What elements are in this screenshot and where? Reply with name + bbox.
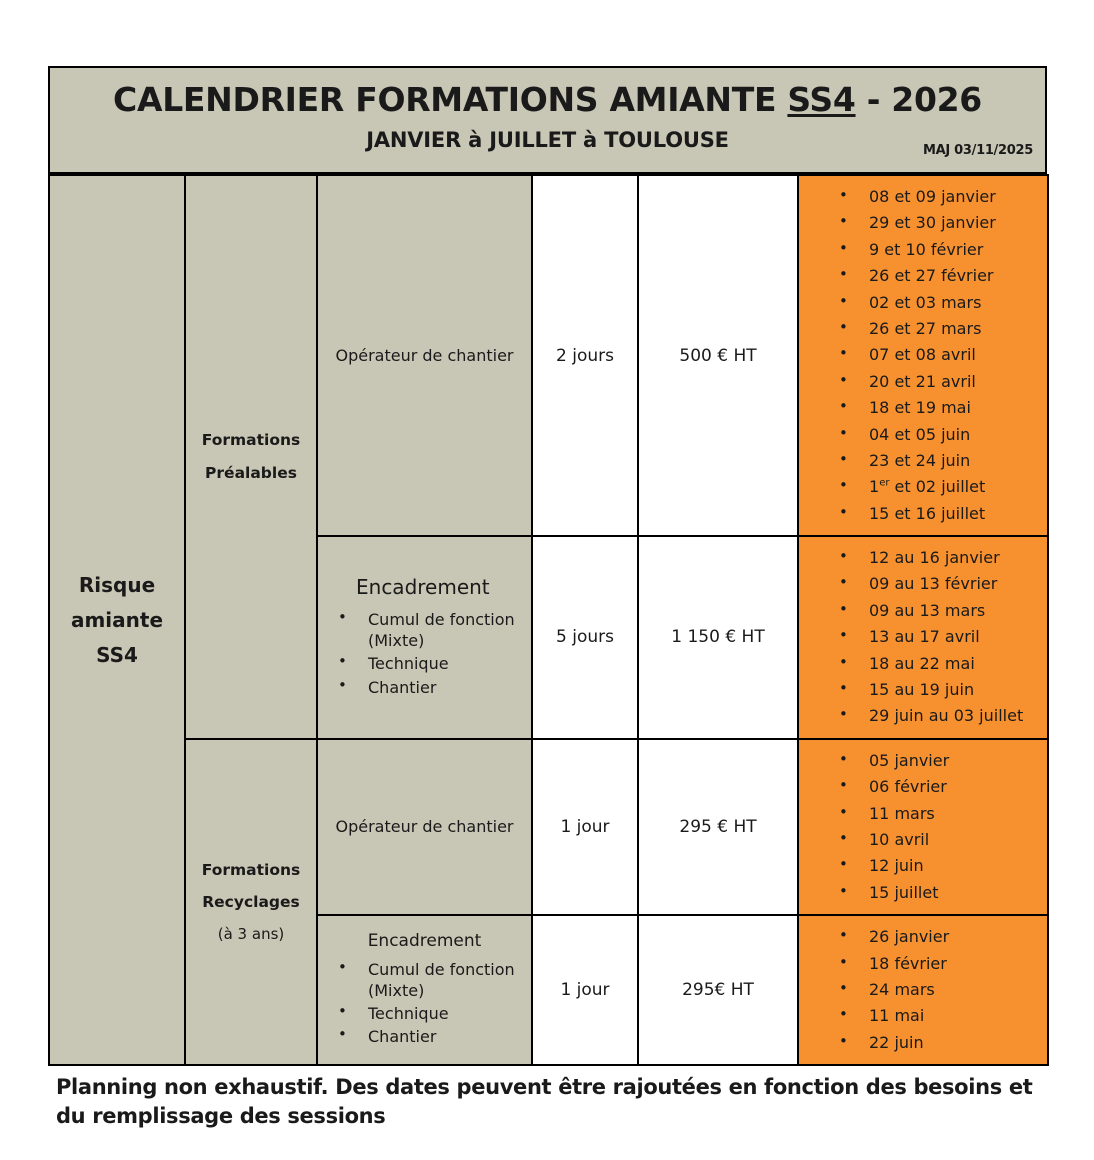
course-subitem: • Technique <box>326 1003 525 1024</box>
course-cell-3 <box>317 915 532 1065</box>
price-value-2: 295 € HT <box>679 816 757 837</box>
page-title <box>50 80 1045 119</box>
date-item: • 06 février <box>799 774 1043 800</box>
date-item: • 02 et 03 mars <box>799 290 1043 316</box>
table-row <box>49 739 1048 915</box>
course-subitems-3 <box>318 959 531 1047</box>
date-item: • 05 janvier <box>799 748 1043 774</box>
date-item: • 13 au 17 avril <box>799 624 1043 650</box>
duration-value-2: 1 jour <box>560 816 610 837</box>
duration-value-3: 1 jour <box>560 980 610 1001</box>
date-item: • 15 juillet <box>799 880 1043 906</box>
duration-cell-2 <box>532 739 638 915</box>
price-cell-2 <box>638 739 798 915</box>
date-item: • 23 et 24 juin <box>799 448 1043 474</box>
dates-cell-3 <box>798 915 1048 1065</box>
date-item: • 09 au 13 février <box>799 571 1043 597</box>
subtitle-row <box>50 128 1045 156</box>
group-cell-recyclages <box>185 739 317 1065</box>
course-title-1: Encadrement <box>356 575 490 600</box>
date-item: • 11 mai <box>799 1003 1043 1029</box>
price-cell-3 <box>638 915 798 1065</box>
risk-line-2: amiante <box>70 607 164 632</box>
date-item: • 09 au 13 mars <box>799 598 1043 624</box>
course-title-3: Encadrement <box>367 930 482 951</box>
price-cell-0 <box>638 175 798 536</box>
course-subitem: • Cumul de fonction (Mixte) <box>326 609 525 651</box>
date-item: • 29 juin au 03 juillet <box>799 703 1043 729</box>
date-item: • 9 et 10 février <box>799 237 1043 263</box>
price-cell-1 <box>638 536 798 739</box>
course-title-0: Opérateur de chantier <box>335 346 514 366</box>
date-item: • 22 juin <box>799 1030 1043 1056</box>
date-item: • 26 janvier <box>799 924 1043 950</box>
dates-cell-0 <box>798 175 1048 536</box>
group-1-line-1: Formations <box>201 860 301 879</box>
date-item: • 12 juin <box>799 853 1043 879</box>
date-item: • 26 et 27 février <box>799 263 1043 289</box>
dates-list-1 <box>799 537 1047 738</box>
risk-category-label <box>50 568 184 673</box>
price-value-3: 295€ HT <box>682 980 754 1001</box>
course-subitems-1 <box>318 609 531 697</box>
dates-cell-2 <box>798 739 1048 915</box>
page-title-part1: CALENDRIER FORMATIONS AMIANTE <box>113 80 788 119</box>
duration-cell-0 <box>532 175 638 536</box>
date-item-ordinal: 1er et 02 juillet <box>869 477 986 497</box>
duration-value-1: 5 jours <box>556 627 614 648</box>
date-item: • 20 et 21 avril <box>799 369 1043 395</box>
group-0-line-1: Formations <box>201 431 301 450</box>
course-title-2: Opérateur de chantier <box>335 817 514 837</box>
date-item: • 11 mars <box>799 801 1043 827</box>
price-value-1: 1 150 € HT <box>671 627 765 648</box>
course-cell-1 <box>317 536 532 739</box>
date-item: • 18 au 22 mai <box>799 651 1043 677</box>
date-item: • 26 et 27 mars <box>799 316 1043 342</box>
price-value-0: 500 € HT <box>679 345 757 366</box>
date-item: • 04 et 05 juin <box>799 422 1043 448</box>
header-banner <box>48 66 1047 174</box>
date-item: • 15 et 16 juillet <box>799 501 1043 527</box>
date-item: • 29 et 30 janvier <box>799 210 1043 236</box>
group-label-prealables <box>186 424 316 489</box>
date-item: • 18 février <box>799 951 1043 977</box>
last-update-label: MAJ 03/11/2025 <box>922 142 1033 158</box>
course-subitem: • Chantier <box>326 1026 525 1047</box>
date-item <box>799 474 1043 500</box>
page-title-ss4: SS4 <box>787 80 856 119</box>
course-cell-0 <box>317 175 532 536</box>
duration-cell-1 <box>532 536 638 739</box>
date-item: • 15 au 19 juin <box>799 677 1043 703</box>
dates-list-0 <box>799 176 1047 535</box>
course-subitem: • Chantier <box>326 677 525 698</box>
dates-list-3 <box>799 916 1047 1064</box>
dates-list-2 <box>799 740 1047 914</box>
footer-note: Planning non exhaustif. Des dates peuvent être rajoutées en fonction des besoins et du remplissage des sessions <box>56 1075 1033 1128</box>
date-item: • 08 et 09 janvier <box>799 184 1043 210</box>
course-subitem: • Technique <box>326 653 525 674</box>
risk-line-1: Risque <box>78 572 156 597</box>
dates-cell-1 <box>798 536 1048 739</box>
group-label-recyclages <box>186 854 316 951</box>
table-row <box>49 175 1048 536</box>
group-0-line-2: Préalables <box>205 463 297 482</box>
group-1-line-2: Recyclages <box>202 893 300 912</box>
page-subtitle: JANVIER à JUILLET à TOULOUSE <box>366 127 729 152</box>
group-cell-prealables <box>185 175 317 739</box>
date-item: • 24 mars <box>799 977 1043 1003</box>
course-cell-2 <box>317 739 532 915</box>
date-item: • 18 et 19 mai <box>799 395 1043 421</box>
course-subitem: • Cumul de fonction (Mixte) <box>326 959 525 1001</box>
duration-value-0: 2 jours <box>556 345 614 366</box>
risk-category-cell <box>49 175 185 1065</box>
date-item: • 12 au 16 janvier <box>799 545 1043 571</box>
group-1-line-3: (à 3 ans) <box>217 924 285 943</box>
training-calendar-table <box>48 174 1049 1066</box>
date-item: • 10 avril <box>799 827 1043 853</box>
date-item: • 07 et 08 avril <box>799 342 1043 368</box>
duration-cell-3 <box>532 915 638 1065</box>
risk-line-3: SS4 <box>96 642 138 667</box>
page-title-part2: - 2026 <box>855 80 982 119</box>
